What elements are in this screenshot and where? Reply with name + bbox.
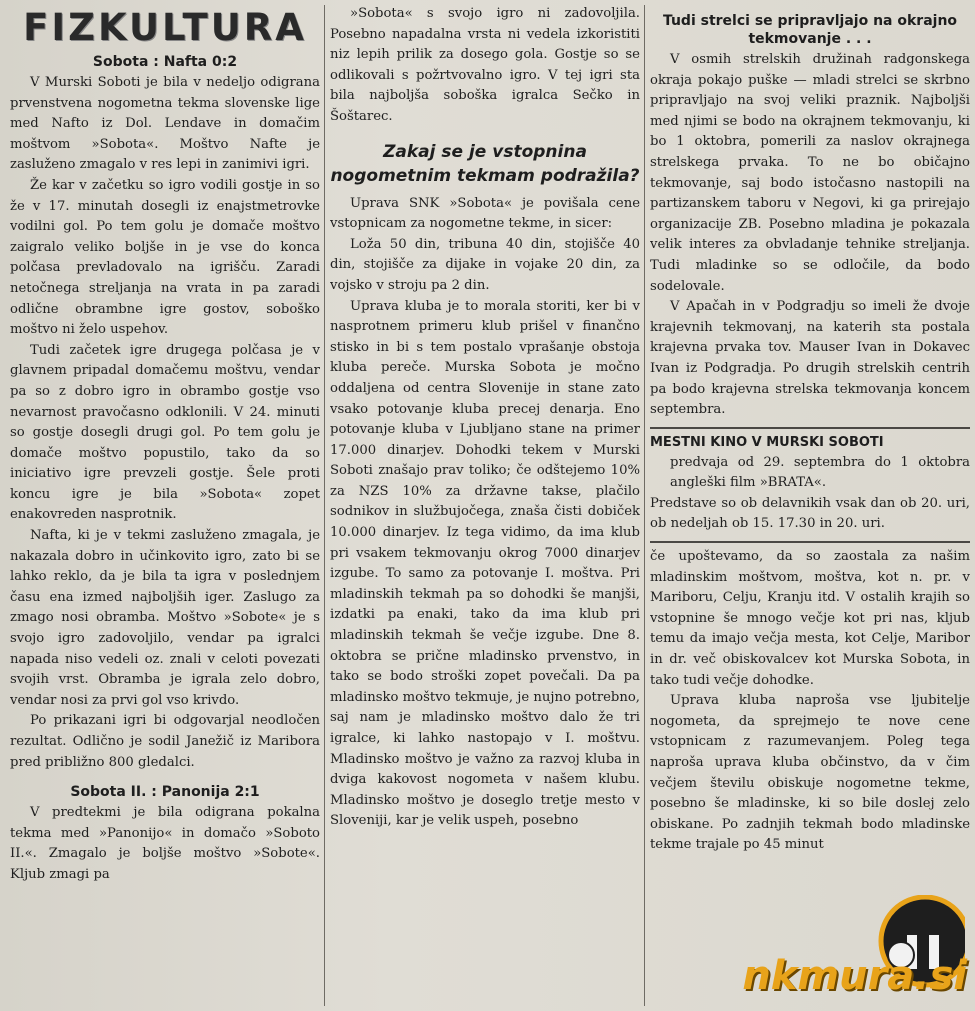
column-2: [330, 0, 640, 1011]
paragraph: V predtekmi je bila odigrana pokalna tekma med »Panonijo« in domačo »Soboto II.«. Zmagalo je boljše moštvo »Sobote«. Kljub zmagi pa: [10, 805, 320, 882]
paragraph: Loža 50 din, tribuna 40 din, stojišče 40 din, stojišče za dijake in vojake 20 din, za vojsko v stroju pa 2 din.: [330, 236, 640, 293]
cinema-line: Predstave so ob delavnikih vsak dan ob 20. uri, ob nedeljah ob 15. 17.30 in 20. uri.: [650, 495, 970, 532]
article-strelci-title: Tudi strelci se pripravljajo na okrajno tekmovanje . . .: [662, 13, 958, 47]
cinema-line: predvaja od 29. septembra do 1 oktobra angleški film »BRATA«.: [670, 454, 970, 491]
column-3: [650, 0, 970, 1011]
article-sobota-panonija-body: [10, 803, 320, 885]
column-rule: [644, 5, 645, 1006]
paragraph: Nafta, ki je v tekmi zasluženo zmagala, je nakazala dobro in učinkovito igro, zato bi se lahko reklo, da je bila ta igra v poslednjem času ena izmed najboljših iger. Zaslugo za zmago nosi obramba. Moštvo »Sobote« je s svojo igro zadovoljilo, vendar pa igralci napada niso vedeli oz. znali v celoti povezati svojih vrst. Obramba je igrala zelo dobro, vendar nosi za prvi gol vso krivdo.: [10, 528, 320, 708]
article-continuation: [650, 547, 970, 856]
paragraph: Uprava kluba naproša vse ljubitelje nogometa, da sprejmejo te nove cene vstopnicam z razumevanjem. Poleg tega naproša uprava kluba občinstvo, da v čim večjem številu obiskuje nogometne tekme, posebno še mladinske, ki so bile doslej zelo obiskane. Po zadnjih tekmah bodo mladinske tekme trajale po 45 minut: [650, 693, 970, 853]
paragraph: V Murski Soboti je bila v nedeljo odigrana prvenstvena nogometna tekma slovenske lige med Nafto iz Dol. Lendave in domačim moštvom »Sobota«. Moštvo Nafte je zasluženo zmagalo v res lepi in zanimivi igri.: [10, 75, 320, 173]
watermark-site: nkmura.si: [742, 953, 967, 999]
section-divider: [650, 427, 970, 429]
paragraph: V osmih strelskih družinah radgonskega okraja pokajo puške — mladi strelci se skrbno pripravljajo na svoj veliki praznik. Najboljši med njimi se bodo na okrajnem tekmovanju, ki bo 1 oktobra, pomerili za naslov okrajnega strelskega prvaka. To ne bo običajno tekmovanje, saj bodo istočasno nastopili na partizanskem taboru v Negovi, ki ga prirejajo organizacije ZB. Posebno mladina je pokazala velik interes za obvladanje tehnike streljanja. Tudi mladinke so se odločile, da bodo sodelovale.: [650, 52, 970, 294]
paragraph: »Sobota« s svojo igro ni zadovoljila. Posebno napadalna vrsta ni vedela izkoristiti niz lepih prilik za dosego gola. Gostje so se odlikovali s požrtvovalno igro. V tej igri sta bila najboljša soboška igralca Sečko in Šoštarec.: [330, 6, 640, 124]
cinema-title: MESTNI KINO V MURSKI SOBOTI: [650, 434, 884, 450]
column-rule: [324, 5, 325, 1006]
paragraph: Tudi začetek igre drugega polčasa je v glavnem pripadal domačemu moštvu, vendar pa so z dobro igro in obrambo gostje vso nevarnost pravočasno odklonili. V 24. minuti so gostje dosegli drugi gol. Po tem golu je domače moštvo popustilo, tako da so iniciativo igre prevzeli gostje. Šele proti koncu igre je bila »Sobota« zopet enakovreden nasprotnik.: [10, 342, 320, 523]
article-sobota-nafta-title: Sobota : Nafta 0:2: [92, 54, 238, 70]
paragraph: Že kar v začetku so igro vodili gostje in so že v 17. minutah dosegli iz enajstmetrovke vodilni gol. Po tem golu je domače moštvo zaigralo veliko boljše in je vse do konca polčasa prevladovalo na igrišču. Zaradi netočnega streljanja na vrata in pa zaradi odlične obrambne igre gostov, soboško moštvo ni želo uspehov.: [10, 177, 320, 338]
article-sobota-panonija-title: Sobota II. : Panonija 2:1: [70, 784, 260, 801]
paragraph: V Apačah in v Podgradju so imeli že dvoje krajevnih tekmovanj, na katerih sta postala krajevna prvaka tov. Mauser Ivan in Dokavec Ivan iz Podgradja. Po drugih strelskih centrih pa bodo krajevna strelska tekmovanja koncem septembra.: [650, 299, 970, 418]
section-divider: [650, 541, 970, 543]
cinema-notice: [650, 433, 970, 535]
column-1: [10, 0, 320, 1011]
section-masthead: FIZKULTURA: [23, 6, 307, 49]
article-continuation: [330, 4, 640, 128]
article-strelci-body: [650, 50, 970, 421]
article-sobota-nafta-body: [10, 73, 320, 773]
paragraph: Uprava kluba je to morala storiti, ker bi v nasprotnem primeru klub prišel v finančno stisko in bi s tem postalo vprašanje obstoja kluba pereče. Murska Sobota je močno oddaljena od centra Slovenije in stane zato vsako potovanje kluba precej denarja. Eno potovanje kluba v Ljubljano stane na primer 17.000 dinarjev. Dohodki tekem v Murski Soboti znašajo prav toliko; če odštejemo 10% za NZS 10% za državne takse, plačilo sodnikov in službujočega, znaša čisti dobiček 10.000 dinarjev. Iz tega vidimo, da ima klub pri vsakem tekmovanju okrog 7000 dinarjev izgube. To samo za potovanje I. moštva. Pri mladinskih tekmah pa so dohodki še manjši, izdatki pa enaki, tako da ima klub pri mladinskih tekmah še večje izgube. Dne 8. oktobra se prične mladinsko prvenstvo, in tako se bodo stroški zopet povečali. Da pa mladinsko moštvo tekmuje, je nujno potrebno, saj nam je mladinsko moštvo dalo že tri igralce, ki lahko nastopajo v I. moštvu. Mladinsko moštvo je važno za razvoj kluba in dviga kakovost nogometa v našem klubu. Mladinsko moštvo je doseglo tretje mesto v Sloveniji, kar je velik uspeh, posebno: [330, 298, 640, 829]
article-vstopnina-body: [330, 194, 640, 832]
paragraph: Uprava SNK »Sobota« je povišala cene vstopnicam za nogometne tekme, in sicer:: [330, 195, 640, 232]
article-vstopnina-title: Zakaj se je vstopnina nogometnim tekmam podražila?: [330, 141, 640, 186]
paragraph: Po prikazani igri bi odgovarjal neodločen rezultat. Odlično je sodil Janežič iz Maribora pred približno 800 gledalci.: [10, 713, 320, 770]
paragraph: če upoštevamo, da so zaostala za našim mladinskim moštvom, moštva, kot n. pr. v Mariboru, Celju, Kranju itd. V ostalih krajih so vstopnine še mnogo večje kot pri nas, kljub temu da imajo večja mesta, kot Celje, Maribor in dr. več obiskovalcev kot Murska Sobota, in tako tudi večje dohodke.: [650, 549, 970, 688]
